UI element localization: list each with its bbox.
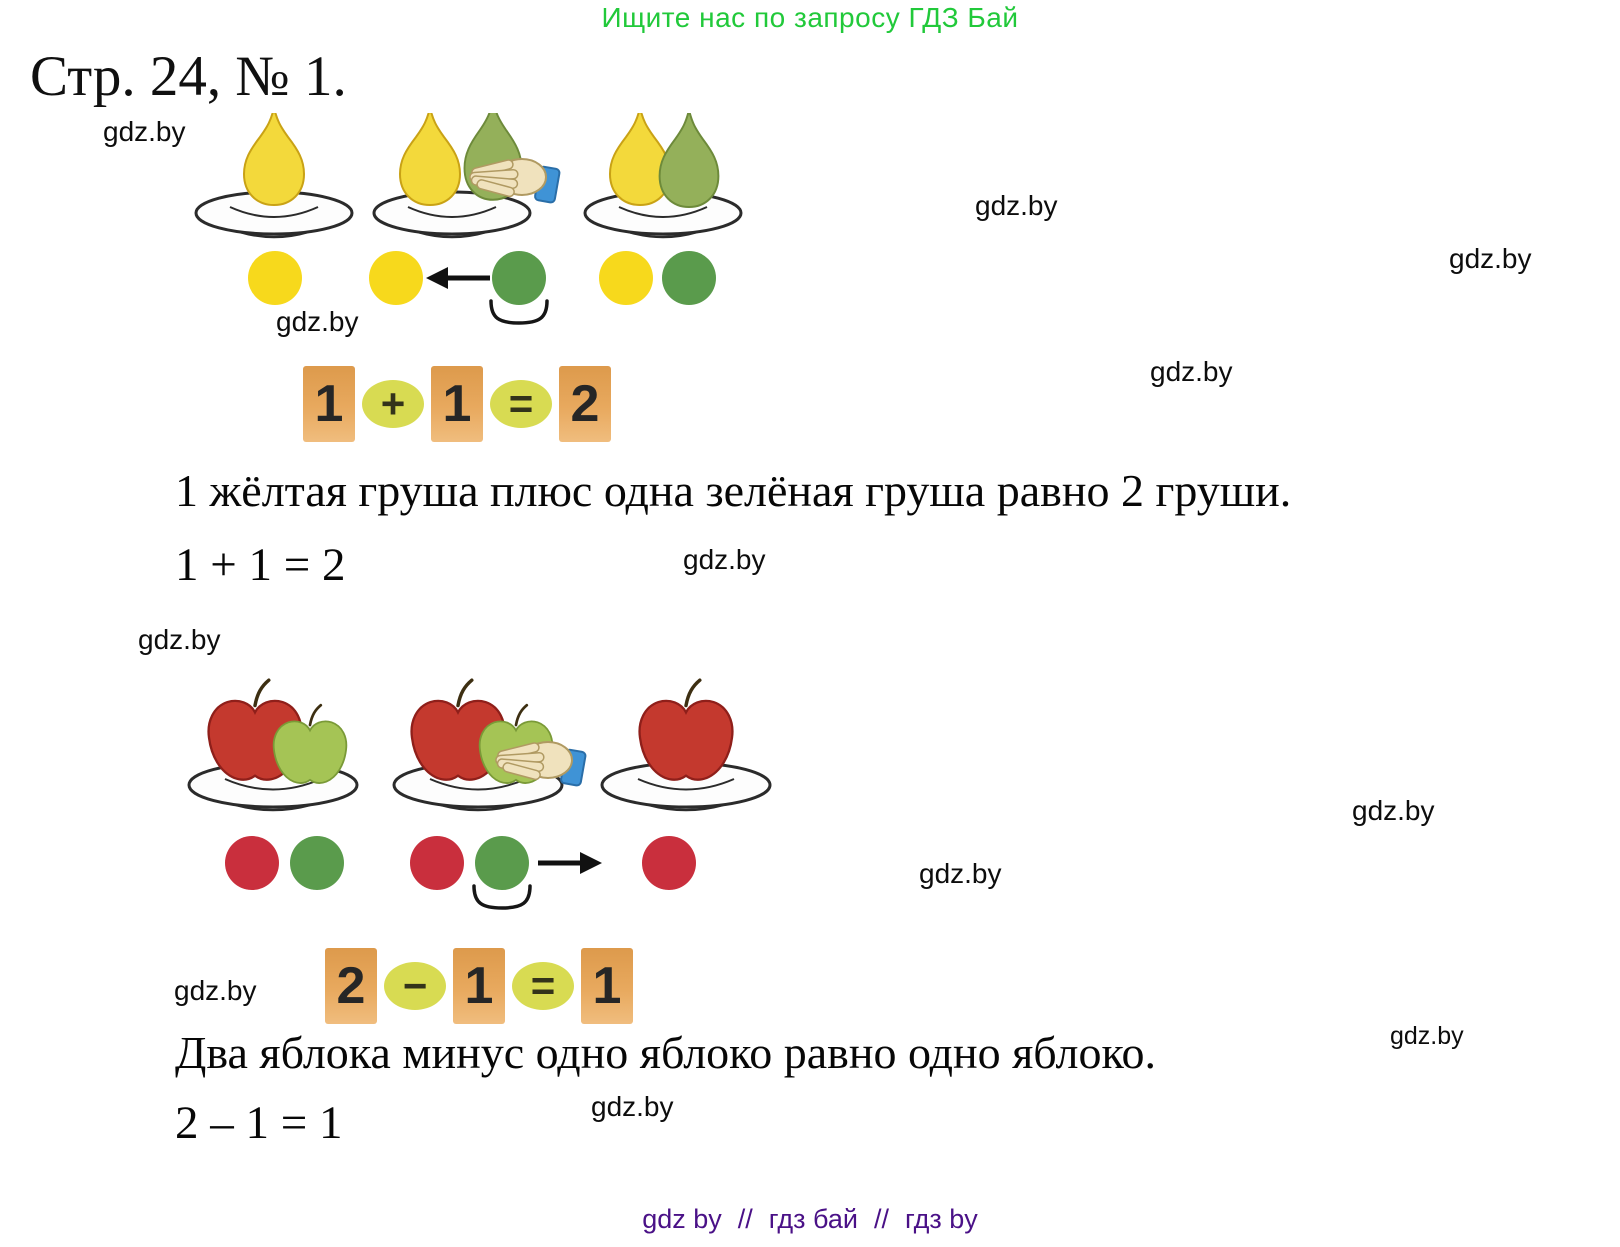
apples-counting-circles bbox=[225, 836, 696, 908]
equation-tiles-addition bbox=[303, 366, 611, 442]
green-pear-icon bbox=[660, 113, 719, 207]
header-search-hint: Ищите нас по запросу ГДЗ Бай bbox=[601, 2, 1019, 33]
watermark: gdz.by bbox=[683, 544, 766, 575]
watermark: gdz.by bbox=[138, 624, 221, 655]
apples-illustration bbox=[180, 668, 780, 918]
red-circle-icon bbox=[410, 836, 464, 890]
number-tile: 1 bbox=[453, 948, 505, 1024]
answer-formula-2: 2 – 1 = 1 bbox=[175, 1097, 343, 1149]
watermark: gdz.by bbox=[919, 858, 1002, 889]
red-circle-icon bbox=[642, 836, 696, 890]
page-title: Стр. 24, № 1. bbox=[30, 45, 347, 108]
apple-plate-3 bbox=[602, 680, 770, 810]
green-circle-icon bbox=[290, 836, 344, 890]
red-apple-icon bbox=[640, 680, 733, 779]
footer-separator: // bbox=[873, 1204, 889, 1234]
red-circle-icon bbox=[225, 836, 279, 890]
footer-separator: // bbox=[737, 1204, 753, 1234]
number-tile: 1 bbox=[581, 948, 633, 1024]
pears-illustration bbox=[190, 113, 750, 338]
watermark: gdz.by bbox=[1352, 795, 1435, 826]
watermark: gdz.by bbox=[1150, 356, 1233, 387]
pear-plate-1 bbox=[196, 113, 352, 237]
yellow-pear-icon bbox=[610, 113, 670, 205]
answer-sentence-1: 1 жёлтая груша плюс одна зелёная груша равно 2 груши. bbox=[175, 465, 1292, 516]
left-arrow-icon bbox=[426, 267, 490, 289]
pears-counting-circles bbox=[248, 251, 716, 323]
operator-tile: = bbox=[490, 380, 552, 428]
pear-plate-2 bbox=[374, 113, 560, 237]
footer-link-gdz-bai[interactable]: гдз бай bbox=[768, 1204, 858, 1234]
watermark: gdz.by bbox=[1390, 1022, 1464, 1050]
green-circle-icon bbox=[475, 836, 529, 890]
watermark: gdz.by bbox=[1449, 243, 1532, 274]
apple-plate-2 bbox=[394, 680, 586, 810]
watermark: gdz.by bbox=[975, 190, 1058, 221]
watermark: gdz.by bbox=[103, 116, 186, 147]
yellow-circle-icon bbox=[248, 251, 302, 305]
operator-tile: + bbox=[362, 380, 424, 428]
answer-formula-1: 1 + 1 = 2 bbox=[175, 539, 346, 591]
right-arrow-icon bbox=[538, 852, 602, 874]
green-circle-icon bbox=[662, 251, 716, 305]
number-tile: 2 bbox=[325, 948, 377, 1024]
operator-tile: − bbox=[384, 962, 446, 1010]
apple-plate-1 bbox=[189, 680, 357, 810]
yellow-circle-icon bbox=[599, 251, 653, 305]
answer-sentence-2: Два яблока минус одно яблоко равно одно яблоко. bbox=[175, 1027, 1157, 1078]
number-tile: 2 bbox=[559, 366, 611, 442]
yellow-pear-icon bbox=[400, 113, 460, 205]
number-tile: 1 bbox=[431, 366, 483, 442]
watermark: gdz.by bbox=[591, 1091, 674, 1122]
yellow-circle-icon bbox=[369, 251, 423, 305]
watermark: gdz.by bbox=[174, 975, 257, 1006]
operator-tile: = bbox=[512, 962, 574, 1010]
watermark: gdz.by bbox=[276, 306, 359, 337]
green-circle-icon bbox=[492, 251, 546, 305]
footer bbox=[0, 1204, 1620, 1235]
yellow-pear-icon bbox=[244, 113, 304, 205]
equation-tiles-subtraction bbox=[325, 948, 633, 1024]
number-tile: 1 bbox=[303, 366, 355, 442]
footer-link-gdz-by[interactable]: gdz by bbox=[642, 1204, 722, 1234]
pear-plate-3 bbox=[585, 113, 741, 237]
footer-link-gdz-by-2[interactable]: гдз by bbox=[905, 1204, 978, 1234]
